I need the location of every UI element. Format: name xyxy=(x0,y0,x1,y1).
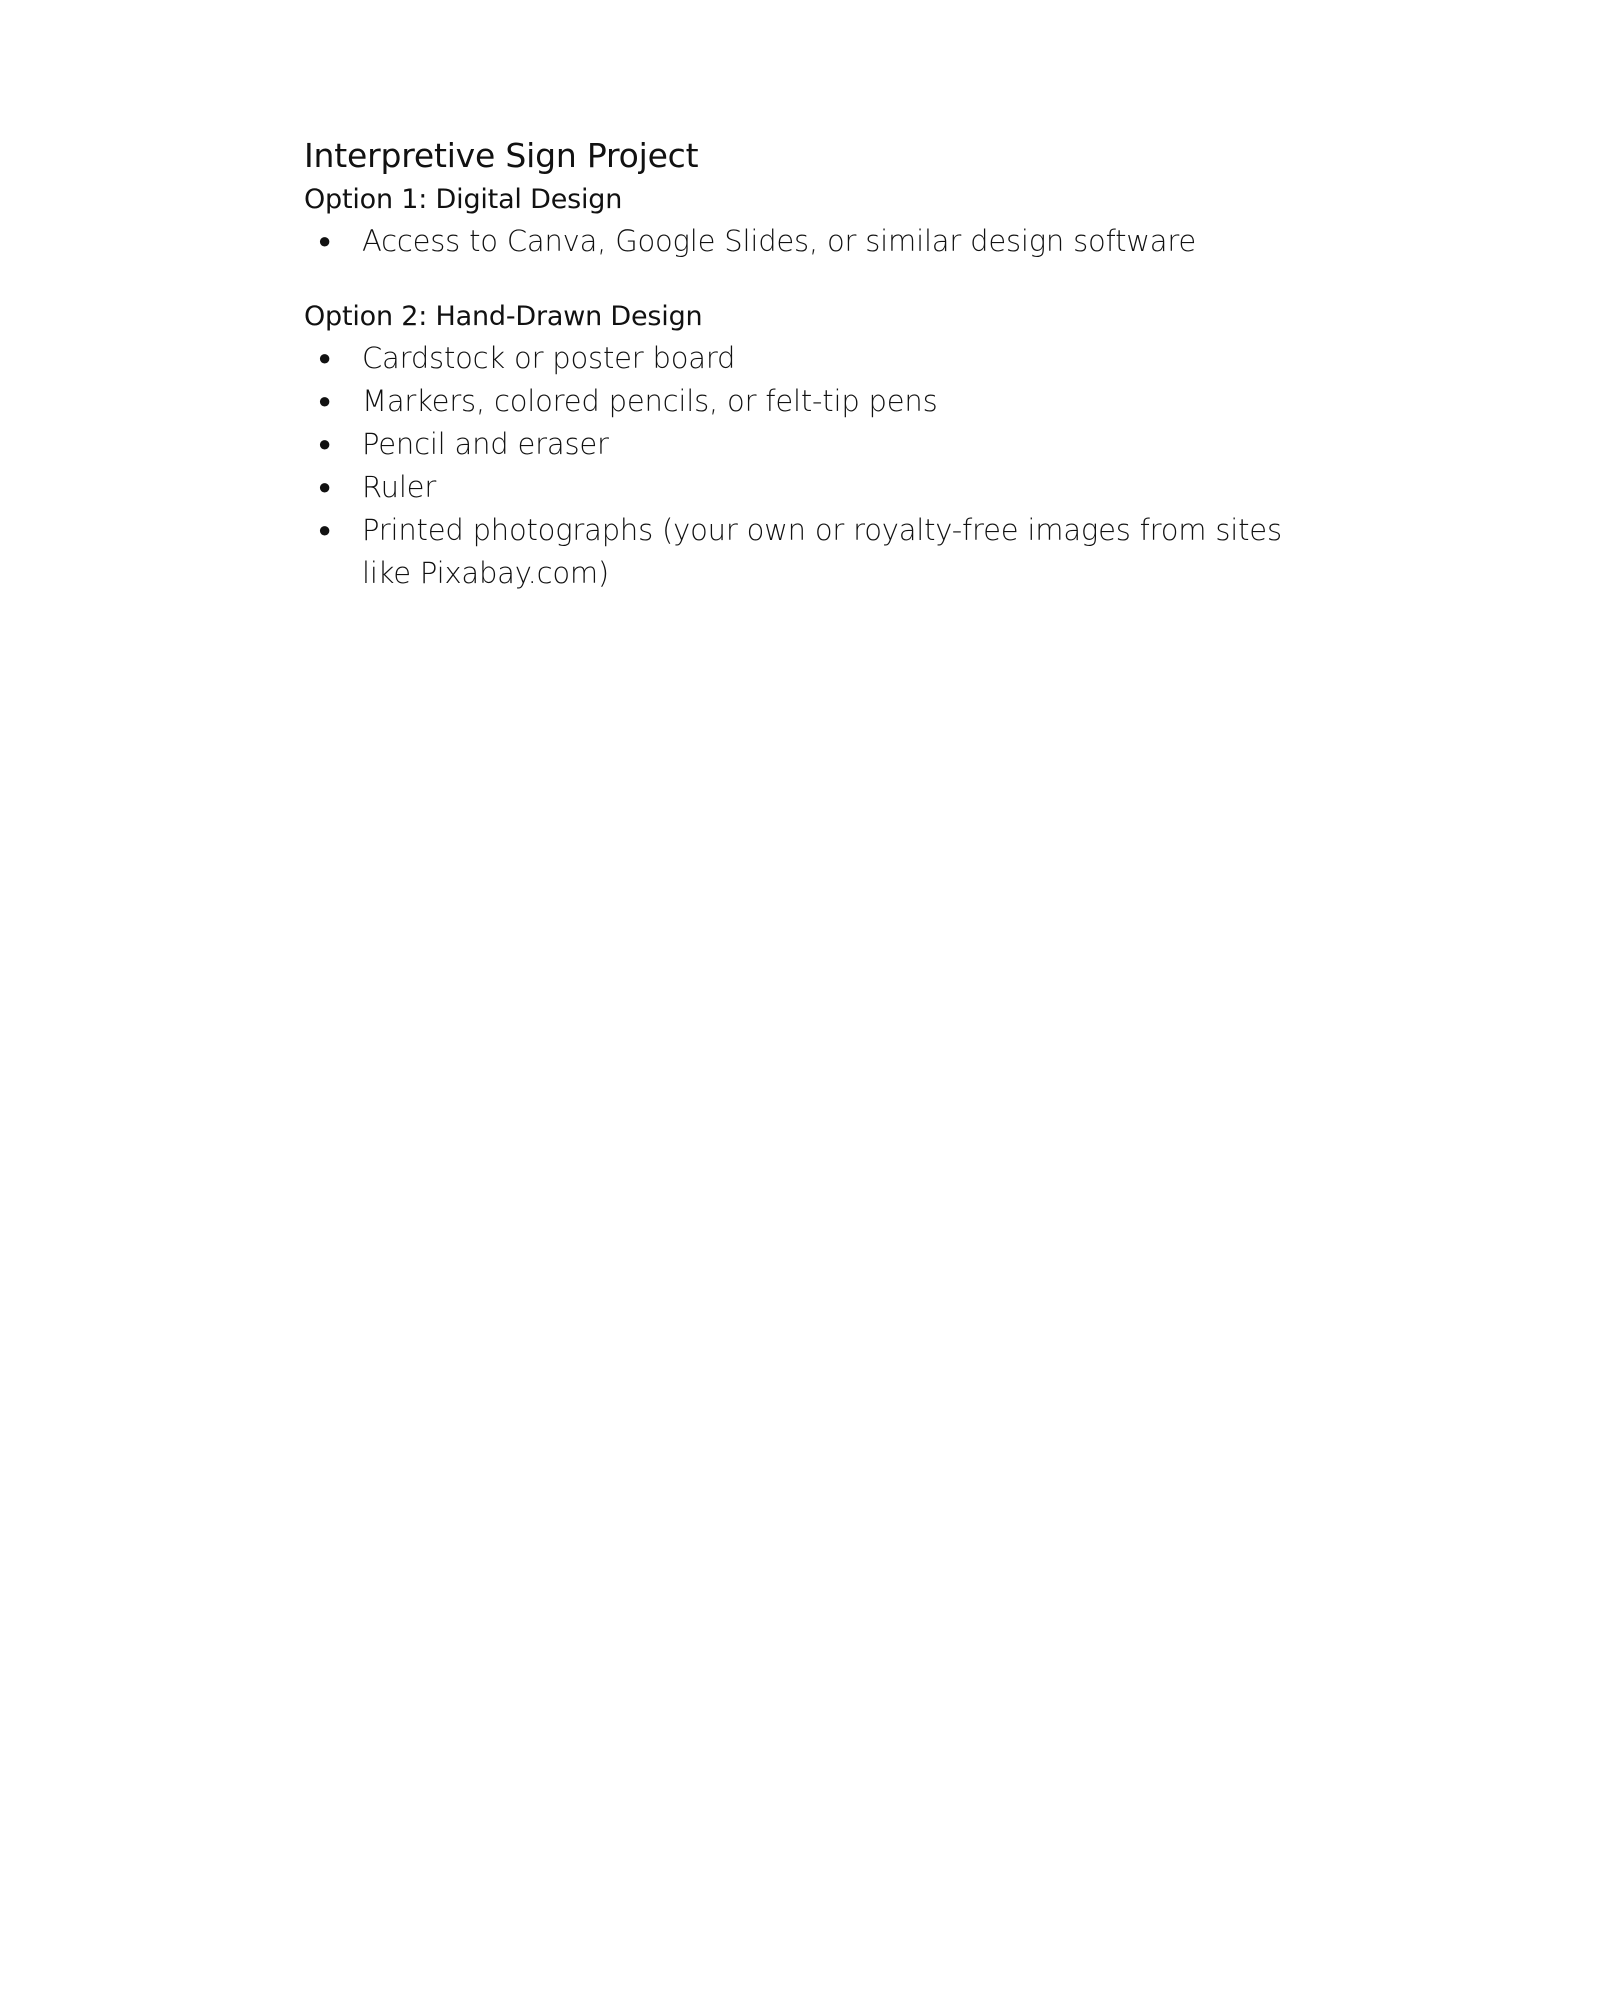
bullet-icon: ● xyxy=(318,518,332,543)
list-item-text: Markers, colored pencils, or felt-tip pens xyxy=(362,384,938,418)
list-item xyxy=(304,466,1304,509)
bullet-icon: ● xyxy=(318,389,332,414)
bullet-icon: ● xyxy=(318,229,332,254)
bullet-icon: ● xyxy=(318,432,332,457)
list-item-text: Ruler xyxy=(362,470,437,504)
list-item-text: Access to Canva, Google Slides, or similar design software xyxy=(362,224,1197,258)
list-item xyxy=(304,423,1304,466)
section-heading-hand-drawn: Option 2: Hand-Drawn Design xyxy=(304,301,703,332)
section-heading-digital: Option 1: Digital Design xyxy=(304,184,623,215)
list-item-text: Printed photographs (your own or royalty-free images from sites like Pixabay.com) xyxy=(362,513,1282,590)
bullet-icon: ● xyxy=(318,346,332,371)
bullet-icon: ● xyxy=(318,475,332,500)
list-item xyxy=(304,337,1304,380)
list-item xyxy=(304,509,1304,595)
document-title: Interpretive Sign Project xyxy=(304,136,699,175)
bullet-list-digital xyxy=(304,220,1304,263)
list-item-text: Cardstock or poster board xyxy=(362,341,736,375)
list-item xyxy=(304,380,1304,423)
list-item xyxy=(304,220,1304,263)
list-item-text: Pencil and eraser xyxy=(362,427,609,461)
bullet-list-hand-drawn xyxy=(304,337,1304,595)
document-body xyxy=(304,132,1304,595)
